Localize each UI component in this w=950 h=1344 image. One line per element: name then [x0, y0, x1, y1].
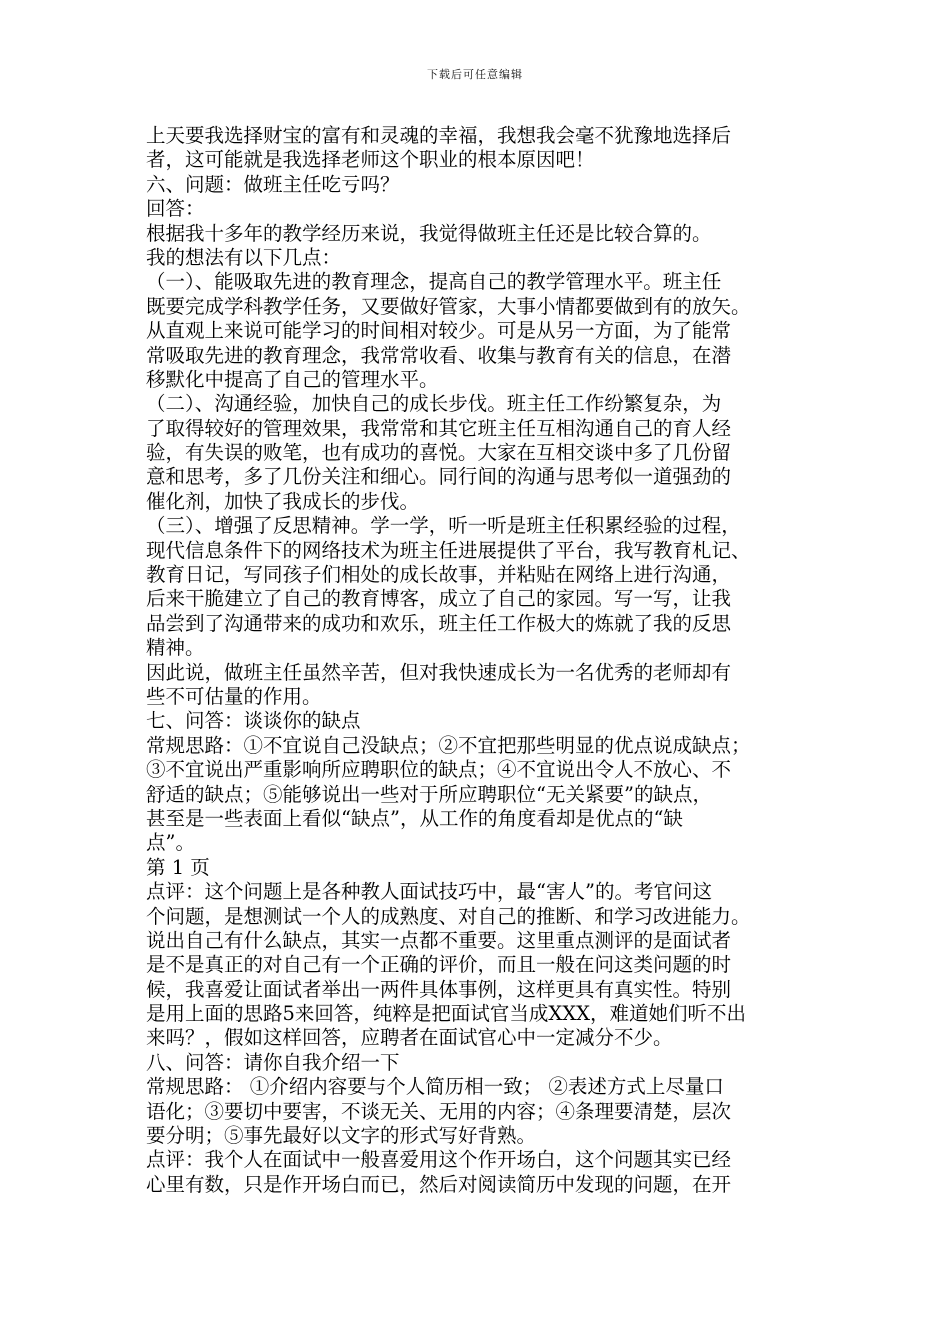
text-line: 心里有数，只是作开场白而已，然后对阅读简历中发现的问题，在开 [146, 1172, 732, 1196]
text-line: 因此说，做班主任虽然辛苦，但对我快速成长为一名优秀的老师却有 [146, 660, 732, 684]
text-line: 七、问答：谈谈你的缺点 [146, 709, 361, 733]
text-line: 语化；③要切中要害，不谈无关、无用的内容；④条理要清楚，层次 [146, 1099, 732, 1123]
text-line: 候，我喜爱让面试者举出一两件具体事例，这样更具有真实性。特别 [146, 977, 732, 1001]
text-line: 常规思路： ①介绍内容要与个人简历相一致； ②表述方式上尽量口 [146, 1075, 724, 1099]
text-line: 教育日记，写同孩子们相处的成长故事，并粘贴在网络上进行沟通， [146, 563, 732, 587]
text-line: 常规思路：①不宜说自己没缺点；②不宜把那些明显的优点说成缺点； [146, 733, 751, 757]
text-line: 六、问题：做班主任吃亏吗？ [146, 172, 400, 196]
text-line: 我的想法有以下几点： [146, 245, 342, 269]
text-line: 催化剂，加快了我成长的步伐。 [146, 489, 420, 513]
text-line: 移默化中提高了自己的管理水平。 [146, 367, 439, 391]
text-line: 者，这可能就是我选择老师这个职业的根本原因吧！ [146, 148, 595, 172]
text-line: 舒适的缺点；⑤能够说出一些对于所应聘职位“无关紧要”的缺点， [146, 782, 712, 806]
text-line: 常吸取先进的教育理念，我常常收看、收集与教育有关的信息，在潜 [146, 343, 732, 367]
text-line: 从直观上来说可能学习的时间相对较少。可是从另一方面，为了能常 [146, 319, 732, 343]
text-line: 现代信息条件下的网络技术为班主任进展提供了平台，我写教育札记、 [146, 538, 751, 562]
text-line: 验，有失误的败笔，也有成功的喜悦。大家在互相交谈中多了几份留 [146, 441, 732, 465]
text-line: 根据我十多年的教学经历来说，我觉得做班主任还是比较合算的。 [146, 221, 712, 245]
text-line: 说出自己有什么缺点，其实一点都不重要。这里重点测评的是面试者 [146, 928, 732, 952]
text-line: ③不宜说出严重影响所应聘职位的缺点；④不宜说出令人不放心、不 [146, 758, 732, 782]
text-line: 八、问答：请你自我介绍一下 [146, 1050, 400, 1074]
text-line: 是不是真正的对自己有一个正确的评价，而且一般在问这类问题的时 [146, 953, 732, 977]
text-line: 意和思考，多了几份关注和细心。同行间的沟通与思考似一道强劲的 [146, 465, 732, 489]
text-line: 精神。 [146, 636, 205, 660]
text-line: （二）、沟通经验，加快自己的成长步伐。班主任工作纷繁复杂，为 [146, 392, 722, 416]
text-line: 回答： [146, 197, 205, 221]
text-line: （三）、增强了反思精神。学一学，听一听是班主任积累经验的过程， [146, 514, 741, 538]
text-line: 了取得较好的管理效果，我常常和其它班主任互相沟通自己的育人经 [146, 416, 732, 440]
text-line: 来吗？，假如这样回答，应聘者在面试官心中一定减分不少。 [146, 1026, 673, 1050]
text-line: 点评：这个问题上是各种教人面试技巧中，最“害人”的。考官问这 [146, 880, 712, 904]
text-line: 甚至是一些表面上看似“缺点”，从工作的角度看却是优点的“缺 [146, 806, 683, 830]
text-line: 点评：我个人在面试中一般喜爱用这个作开场白，这个问题其实已经 [146, 1148, 732, 1172]
text-line: （一）、能吸取先进的教育理念，提高自己的教学管理水平。班主任 [146, 270, 722, 294]
text-line: 要分明；⑤事先最好以文字的形式写好背熟。 [146, 1124, 537, 1148]
page-header: 下载后可任意编辑 [427, 68, 523, 81]
text-line: 后来干脆建立了自己的教育博客，成立了自己的家园。写一写，让我 [146, 587, 732, 611]
text-line: 上天要我选择财宝的富有和灵魂的幸福，我想我会毫不犹豫地选择后 [146, 124, 732, 147]
text-line: 点”。 [146, 831, 195, 855]
text-line: 是用上面的思路5来回答，纯粹是把面试官当成XXX，难道她们听不出 [146, 1002, 747, 1026]
text-line: 些不可估量的作用。 [146, 684, 322, 708]
text-line: 第 1 页 [146, 855, 210, 879]
text-line: 品尝到了沟通带来的成功和欢乐，班主任工作极大的炼就了我的反思 [146, 611, 732, 635]
text-line: 既要完成学科教学任务，又要做好管家，大事小情都要做到有的放矢。 [146, 294, 751, 318]
document-body [146, 124, 806, 1197]
text-line: 个问题，是想测试一个人的成熟度、对自己的推断、和学习改进能力。 [146, 904, 751, 928]
